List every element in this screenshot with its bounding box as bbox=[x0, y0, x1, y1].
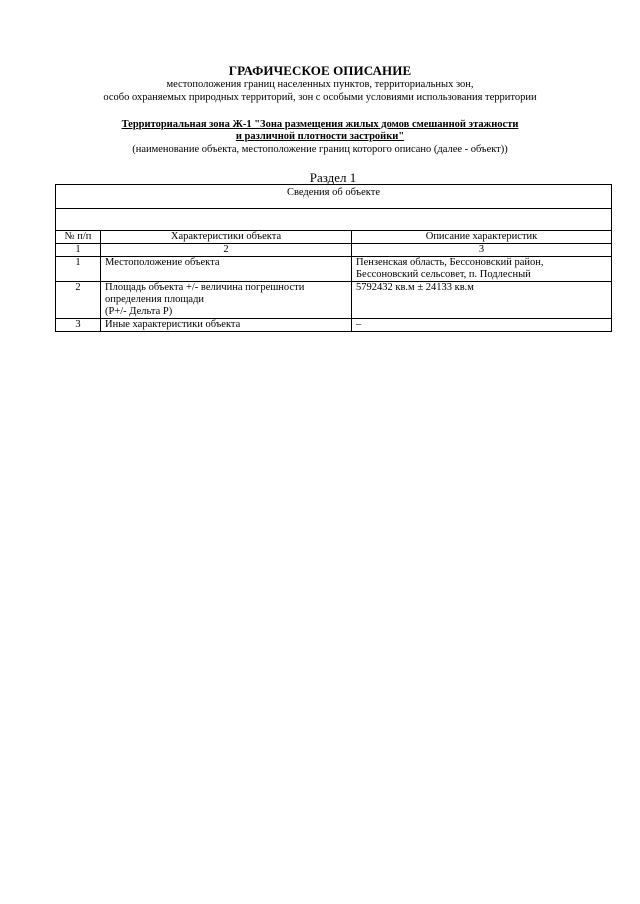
object-caption: (наименование объекта, местоположение границ которого описано (далее - объект)) bbox=[132, 144, 508, 155]
table-row bbox=[56, 257, 612, 282]
table-header-row bbox=[56, 231, 612, 244]
column-header-characteristic: Характеристики объекта bbox=[101, 231, 352, 244]
cell-line: Пензенская область, Бессоновский район, bbox=[356, 257, 544, 268]
column-header-num: № п/п bbox=[56, 231, 101, 244]
cell-line: Площадь объекта +/- величина погрешности bbox=[105, 282, 305, 293]
object-info-table bbox=[55, 184, 612, 332]
row-number: 1 bbox=[56, 257, 101, 282]
object-name-line-1: Территориальная зона Ж-1 "Зона размещения жилых домов смешанной этажности bbox=[121, 119, 519, 130]
document-subtitle-line-2: особо охраняемых природных территорий, зон с особыми условиями использования территории bbox=[103, 92, 537, 103]
cell-line: 5792432 кв.м ± 24133 кв.м bbox=[356, 282, 474, 293]
column-number: 1 bbox=[56, 244, 101, 257]
document-subtitle-line-1: местоположения границ населенных пунктов, территориальных зон, bbox=[166, 79, 474, 90]
row-number: 2 bbox=[56, 282, 101, 319]
row-characteristic bbox=[101, 282, 352, 319]
table-blank-row bbox=[56, 209, 612, 231]
table-caption-row bbox=[56, 185, 612, 209]
column-number: 3 bbox=[352, 244, 612, 257]
table-caption: Сведения об объекте bbox=[56, 185, 612, 209]
row-description bbox=[352, 257, 612, 282]
row-description bbox=[352, 282, 612, 319]
table-column-numbers-row bbox=[56, 244, 612, 257]
cell-line: (P+/- Дельта P) bbox=[105, 306, 173, 317]
cell-line: Иные характеристики объекта bbox=[105, 319, 241, 330]
cell-line: Бессоновский сельсовет, п. Подлесный bbox=[356, 269, 531, 280]
cell-line: Местоположение объекта bbox=[105, 257, 220, 268]
column-number: 2 bbox=[101, 244, 352, 257]
row-characteristic bbox=[101, 319, 352, 332]
cell-line: определения площади bbox=[105, 294, 205, 305]
document-title: ГРАФИЧЕСКОЕ ОПИСАНИЕ bbox=[228, 63, 412, 78]
section-title: Раздел 1 bbox=[309, 170, 357, 185]
cell-line: – bbox=[356, 319, 362, 330]
table-row bbox=[56, 282, 612, 319]
row-characteristic bbox=[101, 257, 352, 282]
row-number: 3 bbox=[56, 319, 101, 332]
object-name-line-2: и различной плотности застройки" bbox=[235, 131, 405, 142]
row-description bbox=[352, 319, 612, 332]
table-row bbox=[56, 319, 612, 332]
column-header-description: Описание характеристик bbox=[352, 231, 612, 244]
